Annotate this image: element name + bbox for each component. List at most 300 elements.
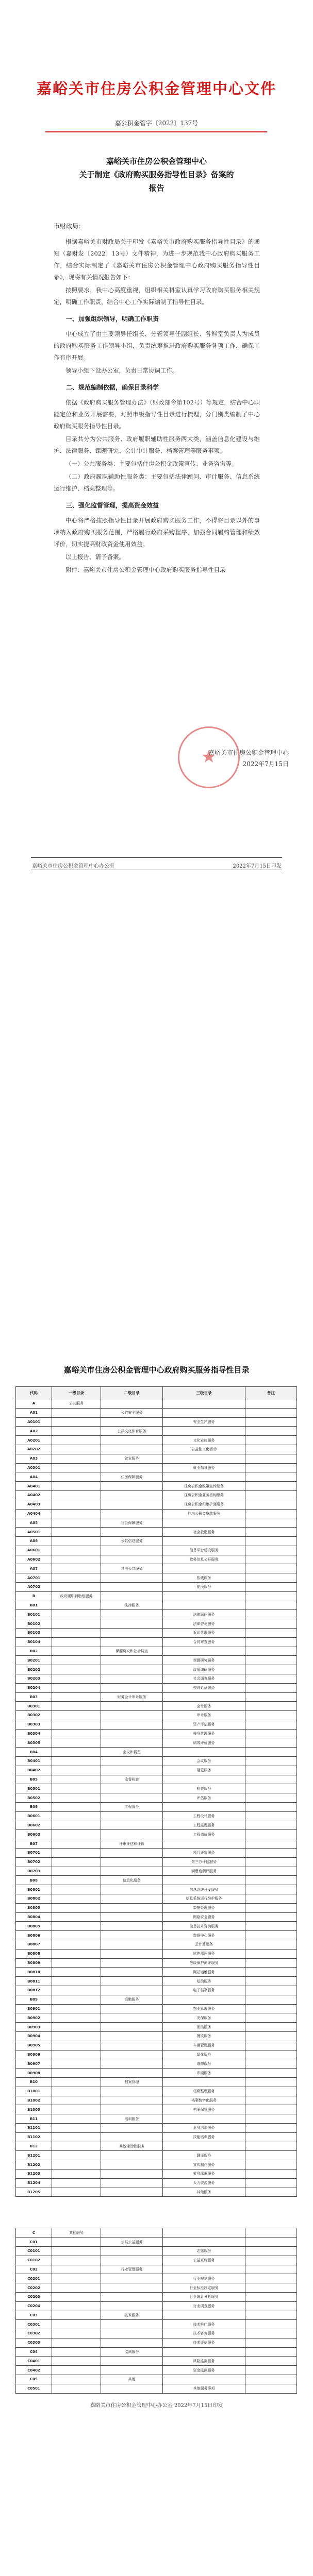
table-row	[16, 1674, 297, 1683]
title-line: 关于制定《政府购买服务指导性目录》备案的	[79, 170, 234, 179]
cell-level1	[52, 1803, 101, 1812]
table-row	[16, 1463, 297, 1472]
cell-code: A0301	[16, 1463, 52, 1472]
cell-level1	[52, 2178, 101, 2188]
cell-level2	[101, 2059, 163, 2069]
cell-level3: 技术推广服务	[163, 2320, 245, 2329]
cell-remark	[245, 1463, 297, 1472]
cell-code: A0404	[16, 1509, 52, 1518]
table-row	[16, 2087, 297, 2096]
cell-level3: 展览服务	[163, 1766, 245, 1775]
cell-level3: 其他服务	[163, 2188, 245, 2197]
cell-level1	[52, 1647, 101, 1656]
cell-level3	[163, 1748, 245, 1757]
cell-remark	[245, 1490, 297, 1500]
paragraph: 中心成立了由主要领导任组长、分管领导任副组长、各科室负责人为成员的政府购买服务工作领导小组，负责统筹推进政府购买服务各项工作，确保工作有序开展。	[54, 330, 260, 361]
cell-level3	[163, 1472, 245, 1482]
table-row	[16, 2142, 297, 2151]
cell-code: B0806	[16, 1931, 52, 1940]
table-row	[16, 2169, 297, 2178]
table-row	[16, 1711, 297, 1720]
cell-level1	[52, 1610, 101, 1619]
cell-remark	[245, 2256, 297, 2265]
table-row	[16, 1839, 297, 1849]
cell-level2	[101, 1445, 163, 1454]
table-row	[16, 1399, 297, 1409]
cell-code: B04	[16, 1748, 52, 1757]
table-row	[16, 2105, 297, 2114]
cell-level1	[52, 1500, 101, 1509]
cell-level2: 其他公共服务	[101, 1564, 163, 1573]
cell-level3: 诉讼代理服务	[163, 1628, 245, 1637]
cell-code: B1205	[16, 2188, 52, 2197]
cell-code: B0303	[16, 1720, 52, 1729]
cell-level2	[101, 1674, 163, 1683]
cell-level2	[101, 1940, 163, 1950]
cell-level2: 信息化服务	[101, 1876, 163, 1885]
table-row	[16, 2050, 297, 2059]
table-row	[16, 1619, 297, 1629]
cell-level1	[52, 1463, 101, 1472]
cell-level2	[101, 2004, 163, 2013]
cell-remark	[245, 1399, 297, 1409]
cell-level2: 监测服务	[101, 2347, 163, 2357]
table-row	[16, 1949, 297, 1958]
cell-level3: 劳务派遣服务	[163, 2169, 245, 2178]
cell-level3: 绩效评价服务	[163, 1738, 245, 1748]
footer-rule-top	[31, 857, 282, 858]
cell-code: B0603	[16, 1830, 52, 1839]
table-row	[16, 1940, 297, 1950]
cell-remark	[245, 1500, 297, 1509]
paragraph: 依据《政府购买服务管理办法》（财政部令第102号）等规定，结合中心职能定位和业务开展需要，对照市级指导性目录进行梳理，分门别类编制了中心政府购买服务指导性目录。	[54, 399, 260, 430]
cell-remark	[245, 1903, 297, 1912]
cell-remark	[245, 1647, 297, 1656]
table-row	[16, 2292, 297, 2301]
table-row	[16, 1656, 297, 1665]
cell-level2	[101, 1867, 163, 1876]
cell-remark	[245, 1482, 297, 1491]
cell-level2	[101, 1857, 163, 1867]
cell-code: A0602	[16, 1555, 52, 1564]
cell-level1	[52, 2256, 101, 2265]
cell-level3	[163, 1427, 245, 1436]
table-row	[16, 1637, 297, 1647]
cell-level3: 信息系统运行维护服务	[163, 1894, 245, 1904]
table-row	[16, 1830, 297, 1839]
cell-level2: 法律服务	[101, 1601, 163, 1610]
directory-table	[15, 1386, 297, 2197]
table-row	[16, 1436, 297, 1445]
cell-level2	[101, 1738, 163, 1748]
cell-level1	[52, 2132, 101, 2142]
cell-level3	[163, 2142, 245, 2151]
cell-level2	[101, 2283, 163, 2293]
cell-code: B0601	[16, 1811, 52, 1821]
cell-remark	[245, 1839, 297, 1849]
cell-level1	[52, 1445, 101, 1454]
table-row	[16, 1922, 297, 1931]
cell-level3: 软件测评服务	[163, 1949, 245, 1958]
cell-level3: 技能培训服务	[163, 2132, 245, 2142]
cell-level2	[101, 1894, 163, 1904]
cell-remark	[245, 1509, 297, 1518]
cell-remark	[245, 2357, 297, 2366]
cell-level2	[101, 2292, 163, 2301]
notice-title	[0, 155, 313, 195]
table-row	[16, 2384, 297, 2393]
cell-level1	[52, 1766, 101, 1775]
cell-level3: 业务培训服务	[163, 2123, 245, 2132]
salutation: 市财政局：	[54, 223, 85, 230]
cell-level1	[52, 1637, 101, 1647]
title-line: 报告	[149, 183, 164, 193]
cell-level1	[52, 1775, 101, 1784]
cell-level3: 法律咨询服务	[163, 1619, 245, 1629]
cell-code: B1204	[16, 2178, 52, 2188]
cell-level1	[52, 2041, 101, 2050]
table-row	[16, 1601, 297, 1610]
cell-level1	[52, 1674, 101, 1683]
directory-title: 嘉峪关市住房公积金管理中心政府购买服务指导性目录	[63, 1365, 250, 1375]
cell-level2: 公共安全服务	[101, 1408, 163, 1417]
cell-remark	[245, 2301, 297, 2311]
cell-remark	[245, 2096, 297, 2105]
header-level1: 一级目录	[52, 1387, 101, 1399]
cell-level3: 工程设计服务	[163, 1811, 245, 1821]
title-line: 嘉峪关市住房公积金管理中心	[106, 157, 207, 166]
cell-code: B1002	[16, 2096, 52, 2105]
cell-remark	[245, 1748, 297, 1757]
cell-level2	[101, 1821, 163, 1830]
table-row	[16, 2301, 297, 2311]
cell-code: B0702	[16, 1857, 52, 1867]
cell-level3: 餐饮服务	[163, 2031, 245, 2041]
paragraph: 根据嘉峪关市财政局关于印发《嘉峪关市政府购买服务指导性目录》的通知（嘉财发〔2022〕13号）文件精神，为进一步规范我中心政府购买服务工作，结合实际制定了《嘉峪关市住房公积金管理中心政府购买服务指导性目录》，现将有关情况报告如下：	[54, 238, 260, 281]
cell-level1	[52, 2004, 101, 2013]
cell-remark	[245, 2188, 297, 2197]
table-row	[16, 2265, 297, 2274]
cell-level2	[101, 2069, 163, 2078]
cell-level3: 资金监测服务	[163, 2366, 245, 2375]
cell-code: B03	[16, 1692, 52, 1702]
table-row	[16, 1720, 297, 1729]
cell-remark	[245, 1958, 297, 1968]
cell-code: B0401	[16, 1757, 52, 1766]
cell-remark	[245, 2320, 297, 2329]
cell-level2: 监督检查	[101, 1775, 163, 1784]
cell-code: B0809	[16, 1958, 52, 1968]
cell-remark	[245, 1940, 297, 1950]
cell-remark	[245, 2366, 297, 2375]
cell-level1	[52, 1564, 101, 1573]
cell-level2	[101, 1436, 163, 1445]
cell-level3: 其他服务事项	[163, 2384, 245, 2393]
cell-code: B05	[16, 1775, 52, 1784]
cell-level3: 保洁服务	[163, 2023, 245, 2032]
table-row	[16, 1555, 297, 1564]
cell-code: B0906	[16, 2050, 52, 2059]
cell-level1	[52, 1830, 101, 1839]
cell-level1	[52, 1536, 101, 1546]
cell-code: B12	[16, 2142, 52, 2151]
cell-level1	[52, 2283, 101, 2293]
cell-remark	[245, 1729, 297, 1738]
cell-level1	[52, 2077, 101, 2087]
cell-level1	[52, 1573, 101, 1583]
cell-remark	[245, 1775, 297, 1784]
cell-remark	[245, 1454, 297, 1463]
cell-code: B1202	[16, 2160, 52, 2170]
cell-level3: 工程监理服务	[163, 1821, 245, 1830]
footer-right: 2022年7月15日印发	[233, 863, 282, 869]
cell-level1	[52, 1876, 101, 1885]
table-row	[16, 2059, 297, 2069]
cell-level1	[52, 1702, 101, 1711]
cell-code: B0802	[16, 1894, 52, 1904]
cell-level2	[101, 2013, 163, 2023]
cell-level3	[163, 2114, 245, 2124]
cell-level1	[52, 1903, 101, 1912]
table-row	[16, 2246, 297, 2256]
table-row	[16, 1729, 297, 1738]
cell-level1	[52, 1958, 101, 1968]
cell-code: B0803	[16, 1903, 52, 1912]
table-row	[16, 2238, 297, 2247]
cell-level1	[52, 1931, 101, 1940]
cell-code: B0808	[16, 1949, 52, 1958]
cell-code: C0101	[16, 2246, 52, 2256]
table-row	[16, 2256, 297, 2265]
cell-level2	[101, 1977, 163, 1986]
cell-level2	[101, 2105, 163, 2114]
cell-remark	[245, 2023, 297, 2032]
table-row	[16, 1968, 297, 1977]
cell-level2: 其他辅助性服务	[101, 2142, 163, 2151]
cell-level2	[101, 1482, 163, 1491]
cell-remark	[245, 1849, 297, 1858]
cell-code: B0805	[16, 1922, 52, 1931]
cell-remark	[245, 1766, 297, 1775]
cell-code: B0501	[16, 1784, 52, 1793]
cell-level2	[101, 1922, 163, 1931]
cell-code: B0901	[16, 2004, 52, 2013]
cell-level1	[52, 1720, 101, 1729]
cell-level3: 合同审查服务	[163, 1637, 245, 1647]
cell-level3: 评估服务	[163, 1793, 245, 1803]
cell-level2	[101, 1702, 163, 1711]
cell-level2	[101, 2228, 163, 2238]
cell-level3: 便民服务	[163, 1582, 245, 1591]
cell-level1	[52, 2059, 101, 2069]
cell-level1	[52, 1555, 101, 1564]
table-header-row	[16, 1387, 297, 1399]
cell-level2	[101, 2023, 163, 2032]
table-row	[16, 2311, 297, 2320]
cell-level2	[101, 1766, 163, 1775]
cell-code: C0102	[16, 2256, 52, 2265]
table-row	[16, 2004, 297, 2013]
cell-level1	[52, 1968, 101, 1977]
cell-level2	[101, 2301, 163, 2311]
cell-level2	[101, 1490, 163, 1500]
cell-level2	[101, 2178, 163, 2188]
paragraph: 附件：嘉峪关市住房公积金管理中心政府购买服务指导性目录	[65, 566, 226, 573]
cell-level3: 安全生产服务	[163, 1417, 245, 1427]
cell-level2	[101, 1665, 163, 1674]
cell-remark	[245, 2246, 297, 2256]
table-row	[16, 1647, 297, 1656]
cell-level1	[52, 1656, 101, 1665]
cell-remark	[245, 1427, 297, 1436]
cell-remark	[245, 1555, 297, 1564]
cell-remark	[245, 2077, 297, 2087]
table-row	[16, 1766, 297, 1775]
cell-remark	[245, 1738, 297, 1748]
cell-code: C02	[16, 2265, 52, 2274]
cell-code: B0202	[16, 1665, 52, 1674]
cell-code: A01	[16, 1408, 52, 1417]
cell-remark	[245, 2265, 297, 2274]
cell-remark	[245, 2031, 297, 2041]
cell-level3	[163, 1803, 245, 1812]
cell-level3	[163, 1995, 245, 2004]
cell-level3: 行业统计分析服务	[163, 2292, 245, 2301]
cell-remark	[245, 1472, 297, 1482]
table-row	[16, 1775, 297, 1784]
table-row	[16, 1748, 297, 1757]
table-row	[16, 2132, 297, 2142]
cell-level2	[101, 1546, 163, 1555]
cell-level1	[52, 1922, 101, 1931]
cell-code: B0204	[16, 1683, 52, 1692]
cell-code: B0701	[16, 1849, 52, 1858]
cell-level2	[101, 1619, 163, 1629]
cell-code: B1102	[16, 2132, 52, 2142]
cell-level1: 政府履职辅助性服务	[52, 1591, 101, 1601]
cell-level3	[163, 1839, 245, 1849]
cell-remark	[245, 1417, 297, 1427]
table-row	[16, 2274, 297, 2283]
table-row	[16, 1757, 297, 1766]
cell-remark	[245, 1803, 297, 1812]
cell-level1	[52, 2105, 101, 2114]
table-row	[16, 1876, 297, 1885]
table-row	[16, 1482, 297, 1491]
cell-level1	[52, 1546, 101, 1555]
cell-code: C03	[16, 2311, 52, 2320]
cell-level1	[52, 1408, 101, 1417]
cell-remark	[245, 1830, 297, 1839]
cell-remark	[245, 2311, 297, 2320]
cell-level2	[101, 2329, 163, 2338]
table-row	[16, 1958, 297, 1968]
cell-remark	[245, 1408, 297, 1417]
cell-remark	[245, 2292, 297, 2301]
cell-level2	[101, 1628, 163, 1637]
cell-level3: 等级保护测评服务	[163, 1958, 245, 1968]
cell-level2: 技术服务	[101, 2311, 163, 2320]
cell-level2	[101, 1528, 163, 1537]
table-row	[16, 1793, 297, 1803]
cell-code: B09	[16, 1995, 52, 2004]
table-row	[16, 2031, 297, 2041]
cell-code: A06	[16, 1536, 52, 1546]
cell-level1	[52, 1472, 101, 1482]
cell-level1	[52, 1839, 101, 1849]
table-row	[16, 2338, 297, 2347]
cell-level3: 维修服务	[163, 2059, 245, 2069]
table-row	[16, 2013, 297, 2023]
table-row	[16, 1803, 297, 1812]
cell-level2: 住房保障服务	[101, 1472, 163, 1482]
cell-code: A0403	[16, 1500, 52, 1509]
table-row	[16, 2041, 297, 2050]
cell-level3: 行业标准制定服务	[163, 2283, 245, 2293]
cell-code: C0203	[16, 2292, 52, 2301]
cell-code: C0204	[16, 2301, 52, 2311]
cell-code: C	[16, 2228, 52, 2238]
cell-level3	[163, 1692, 245, 1702]
cell-remark	[245, 2013, 297, 2023]
cell-remark	[245, 1885, 297, 1894]
cell-level1	[52, 2274, 101, 2283]
cell-level2: 公共公益服务	[101, 2238, 163, 2247]
table-row	[16, 1610, 297, 1619]
table-row	[16, 1454, 297, 1463]
cell-code: B0304	[16, 1729, 52, 1738]
cell-code: A0201	[16, 1436, 52, 1445]
table-row	[16, 1931, 297, 1940]
cell-code: B06	[16, 1803, 52, 1812]
cell-level2	[101, 2384, 163, 2393]
cell-level1	[52, 1683, 101, 1692]
cell-code: B08	[16, 1876, 52, 1885]
table-row	[16, 1738, 297, 1748]
cell-level3	[163, 2311, 245, 2320]
cell-code: B0103	[16, 1628, 52, 1637]
cell-level1	[52, 1665, 101, 1674]
table-row	[16, 2283, 297, 2293]
cell-remark	[245, 1857, 297, 1867]
cell-code: B10	[16, 2077, 52, 2087]
cell-remark	[245, 1445, 297, 1454]
table-row	[16, 2023, 297, 2032]
cell-level3	[163, 1564, 245, 1573]
cell-remark	[245, 1793, 297, 1803]
cell-code: B0903	[16, 2023, 52, 2032]
cell-level3: 技术咨询服务	[163, 2329, 245, 2338]
cell-level3: 住房公积金政策宣传服务	[163, 1482, 245, 1491]
paragraph: 目录共分为公共服务、政府履职辅助性服务两大类，涵盖信息化建设与维护、法律服务、课题研究、会计审计服务、档案管理等服务事项。	[54, 435, 260, 454]
cell-level3: 电子档案服务	[163, 1986, 245, 1995]
table-row	[16, 2178, 297, 2188]
cell-level2	[101, 2041, 163, 2050]
cell-level2: 档案管理	[101, 2077, 163, 2087]
cell-level3: 档案数字化服务	[163, 2096, 245, 2105]
red-divider	[45, 131, 267, 132]
signature-date: 2022年7月15日	[242, 760, 289, 768]
cell-level1	[52, 1793, 101, 1803]
cell-level1	[52, 2238, 101, 2247]
cell-remark	[245, 1711, 297, 1720]
cell-remark	[245, 2283, 297, 2293]
cell-level2	[101, 1912, 163, 1922]
cell-code: B0804	[16, 1912, 52, 1922]
cell-level3: 审计服务	[163, 1711, 245, 1720]
section-heading: 二、规范编制依据，确保目录科学	[66, 384, 159, 391]
cell-level3: 档案保管服务	[163, 2105, 245, 2114]
